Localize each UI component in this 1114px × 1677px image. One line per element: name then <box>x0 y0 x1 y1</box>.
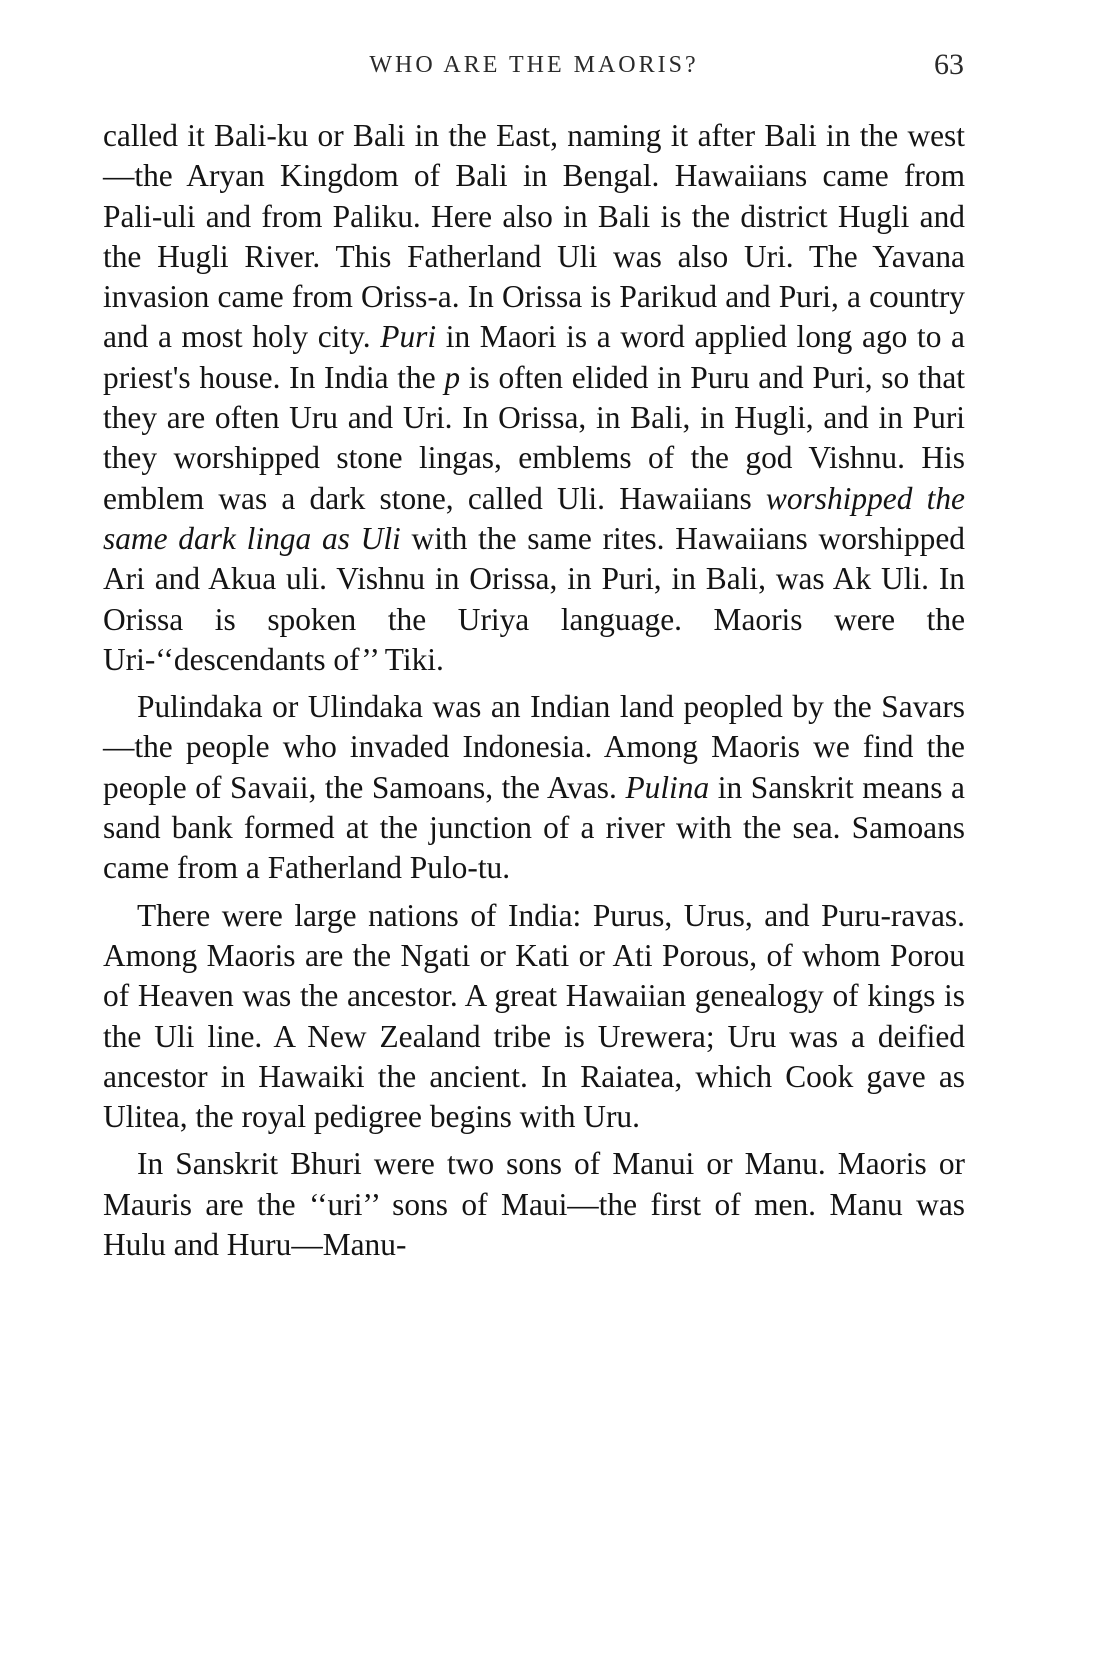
paragraph-1-text-b: in Maori is a word applied long ago to a priest's house. In India the <box>103 319 965 395</box>
paragraph-3: There were large nations of India: Purus, Urus, and Puru-ravas. Among Maoris are the Ngati or Kati or Ati Porous, of whom Porou of Heaven was the ancestor. A great Hawaiian genealogy of kings is the Uli line. A New Zealand tribe is Urewera; Uru was a deified ancestor in Hawaiki the ancient. In Raiatea, which Cook gave as Ulitea, the royal pedigree begins with Uru. <box>103 897 965 1135</box>
paragraph-1-italic-puri: Puri <box>380 319 437 355</box>
paragraph-1-italic-p: p <box>444 359 461 395</box>
body-text <box>103 116 965 1265</box>
paragraph-4: In Sanskrit Bhuri were two sons of Manui or Manu. Maoris or Mauris are the ‘‘uri’’ sons of Maui—the first of men. Manu was Hulu and Huru—Manu- <box>103 1146 965 1263</box>
page-number: 63 <box>934 48 964 81</box>
running-title: WHO ARE THE MAORIS? <box>369 52 699 78</box>
paragraph-2 <box>103 687 965 888</box>
paragraph-1 <box>103 116 965 680</box>
paragraph-1-text-d: with the same rites. Hawaiians worshipped Ari and Akua uli. Vishnu in Orissa, in Puri, in Bali, was Ak Uli. In Orissa is spoken the Uriya language. Maoris were the Uri-‘‘descendants of’’ Tiki. <box>103 520 966 677</box>
paragraph-1-italic-worship: worshipped the same dark linga as Uli <box>103 480 965 556</box>
paragraph-2-italic-pulina: Pulina <box>625 769 710 805</box>
paragraph-2-text-b: in Sanskrit means a sand bank formed at the junction of a river with the sea. Samoans came from a Fatherland Pulo-tu. <box>103 769 965 886</box>
paragraph-2-text-a: Pulindaka or Ulindaka was an Indian land peopled by the Savars—the people who invaded Indonesia. Among Maoris we find the people of Savaii, the Samoans, the Avas. <box>103 689 965 805</box>
paragraph-1-text-c: is often elided in Puru and Puri, so that they are often Uru and Uri. In Orissa, in Bali, in Hugli, and in Puri they worshipped stone lingas, emblems of the god Vishnu. His emblem was a dark stone, called Uli. Hawaiians <box>103 359 965 516</box>
running-head <box>104 48 964 92</box>
paragraph-1-text-a: called it Bali-ku or Bali in the East, naming it after Bali in the west—the Aryan Kingdom of Bali in Bengal. Hawaiians came from Pali-uli and from Paliku. Here also in Bali is the district Hugli and the Hugli River. This Fatherland Uli was also Uri. The Yavana invasion came from Oriss-a. In Orissa is Parikud and Puri, a country and a most holy city. <box>103 118 965 355</box>
